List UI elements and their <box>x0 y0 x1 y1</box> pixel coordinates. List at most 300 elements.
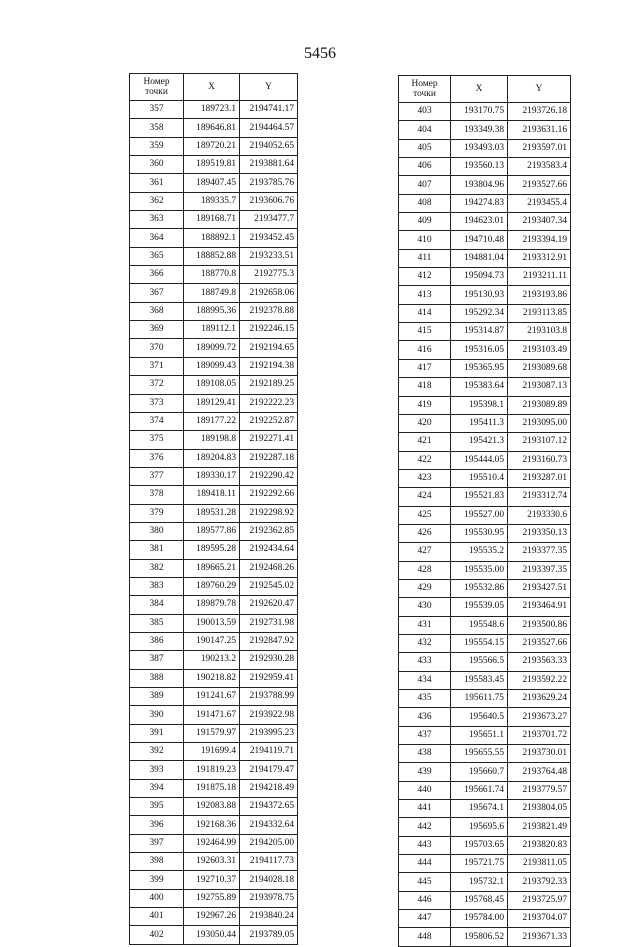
point-number-cell: 422 <box>399 451 451 469</box>
point-number-cell: 425 <box>399 506 451 524</box>
table-row <box>399 524 571 542</box>
x-cell: 191471.67 <box>184 706 240 724</box>
y-cell: 2193160.73 <box>508 451 571 469</box>
y-cell: 2193792.33 <box>508 873 571 891</box>
point-number-cell: 383 <box>130 577 184 595</box>
x-cell: 189330.17 <box>184 467 240 485</box>
point-number-cell: 432 <box>399 634 451 652</box>
y-cell: 2193113.85 <box>508 304 571 322</box>
x-cell: 195527.00 <box>451 506 508 524</box>
y-cell: 2193452.45 <box>240 229 298 247</box>
point-number-cell: 406 <box>399 158 451 176</box>
table-row <box>399 616 571 634</box>
x-cell: 189723.1 <box>184 101 240 119</box>
y-cell: 2193103.8 <box>508 323 571 341</box>
x-cell: 192967.26 <box>184 908 240 926</box>
x-cell: 195398.1 <box>451 396 508 414</box>
point-number-cell: 402 <box>130 926 184 944</box>
y-cell: 2192362.85 <box>240 522 298 540</box>
table-row <box>399 781 571 799</box>
point-number-cell: 388 <box>130 669 184 687</box>
table-row <box>130 632 298 650</box>
y-cell: 2192194.65 <box>240 339 298 357</box>
point-number-cell: 366 <box>130 266 184 284</box>
x-cell: 195655.55 <box>451 745 508 763</box>
x-cell: 195292.34 <box>451 304 508 322</box>
x-cell: 194710.48 <box>451 231 508 249</box>
table-row <box>399 139 571 157</box>
point-number-cell: 357 <box>130 101 184 119</box>
page-number: 5456 <box>304 45 336 62</box>
table-row <box>399 910 571 928</box>
x-cell: 195806.52 <box>451 928 508 946</box>
point-number-cell: 370 <box>130 339 184 357</box>
table-header-row <box>130 74 298 101</box>
y-cell: 2193725.97 <box>508 891 571 909</box>
y-cell: 2192434.64 <box>240 541 298 559</box>
point-number-cell: 379 <box>130 504 184 522</box>
point-number-cell: 374 <box>130 412 184 430</box>
y-cell: 2193804.05 <box>508 800 571 818</box>
table-row <box>399 304 571 322</box>
table-row <box>399 268 571 286</box>
x-cell: 195703.65 <box>451 836 508 854</box>
y-cell: 2192246.15 <box>240 321 298 339</box>
table-row <box>130 284 298 302</box>
y-cell: 2193103.49 <box>508 341 571 359</box>
x-cell: 189204.83 <box>184 449 240 467</box>
x-cell: 192464.99 <box>184 834 240 852</box>
y-cell: 2193592.22 <box>508 671 571 689</box>
x-cell: 195640.5 <box>451 708 508 726</box>
point-number-cell: 362 <box>130 192 184 210</box>
point-number-cell: 439 <box>399 763 451 781</box>
x-cell: 195444.05 <box>451 451 508 469</box>
point-number-cell: 412 <box>399 268 451 286</box>
point-number-cell: 405 <box>399 139 451 157</box>
y-cell: 2192468.26 <box>240 559 298 577</box>
table-row <box>399 818 571 836</box>
point-number-cell: 359 <box>130 137 184 155</box>
y-cell: 2193427.51 <box>508 579 571 597</box>
point-number-cell: 423 <box>399 469 451 487</box>
table-row <box>130 101 298 119</box>
y-cell: 2192658.06 <box>240 284 298 302</box>
x-cell: 189129.41 <box>184 394 240 412</box>
point-number-cell: 401 <box>130 908 184 926</box>
point-number-cell: 447 <box>399 910 451 928</box>
x-cell: 195768.45 <box>451 891 508 909</box>
point-number-cell: 430 <box>399 598 451 616</box>
y-cell: 2193193.86 <box>508 286 571 304</box>
point-number-cell: 377 <box>130 467 184 485</box>
y-cell: 2192287.18 <box>240 449 298 467</box>
table-row <box>399 286 571 304</box>
point-number-cell: 442 <box>399 818 451 836</box>
point-number-cell: 434 <box>399 671 451 689</box>
table-row <box>399 359 571 377</box>
table-row <box>399 891 571 909</box>
table-row <box>130 522 298 540</box>
x-cell: 195651.1 <box>451 726 508 744</box>
x-cell: 195383.64 <box>451 378 508 396</box>
y-cell: 2192271.41 <box>240 431 298 449</box>
x-cell: 195784.00 <box>451 910 508 928</box>
point-number-cell: 375 <box>130 431 184 449</box>
table-row <box>130 449 298 467</box>
y-cell: 2192930.28 <box>240 651 298 669</box>
point-number-cell: 403 <box>399 103 451 121</box>
point-number-cell: 367 <box>130 284 184 302</box>
point-number-cell: 427 <box>399 543 451 561</box>
y-cell: 2193095.00 <box>508 414 571 432</box>
x-cell: 191241.67 <box>184 688 240 706</box>
x-cell: 190013.59 <box>184 614 240 632</box>
point-number-cell: 429 <box>399 579 451 597</box>
table-row <box>130 743 298 761</box>
point-number-cell: 407 <box>399 176 451 194</box>
x-cell: 194274.83 <box>451 194 508 212</box>
y-cell: 2193673.27 <box>508 708 571 726</box>
y-cell: 2193922.98 <box>240 706 298 724</box>
table-row <box>130 174 298 192</box>
x-cell: 193050.44 <box>184 926 240 944</box>
table-row <box>399 506 571 524</box>
point-number-cell: 438 <box>399 745 451 763</box>
x-cell: 188892.1 <box>184 229 240 247</box>
point-number-cell: 389 <box>130 688 184 706</box>
x-cell: 194881.04 <box>451 249 508 267</box>
y-cell: 2192378.88 <box>240 302 298 320</box>
x-cell: 192603.31 <box>184 853 240 871</box>
point-number-cell: 424 <box>399 488 451 506</box>
y-cell: 2192959.41 <box>240 669 298 687</box>
y-cell: 2192731.98 <box>240 614 298 632</box>
x-cell: 195530.95 <box>451 524 508 542</box>
point-number-cell: 396 <box>130 816 184 834</box>
table-row <box>130 247 298 265</box>
point-number-cell: 364 <box>130 229 184 247</box>
point-number-cell: 391 <box>130 724 184 742</box>
x-cell: 188770.8 <box>184 266 240 284</box>
coordinates-table-left <box>129 73 298 945</box>
y-cell: 2193821.49 <box>508 818 571 836</box>
y-cell: 2193464.91 <box>508 598 571 616</box>
y-cell: 2193606.76 <box>240 192 298 210</box>
table-row <box>399 341 571 359</box>
table-row <box>130 908 298 926</box>
table-row <box>399 745 571 763</box>
table-row <box>399 176 571 194</box>
x-cell: 189531.28 <box>184 504 240 522</box>
table-row <box>399 231 571 249</box>
x-cell: 195535.00 <box>451 561 508 579</box>
table-row <box>130 357 298 375</box>
y-header: Y <box>508 76 571 103</box>
x-cell: 189519.81 <box>184 156 240 174</box>
table-row <box>130 853 298 871</box>
x-cell: 190218.82 <box>184 669 240 687</box>
point-number-cell: 400 <box>130 889 184 907</box>
x-cell: 195695.6 <box>451 818 508 836</box>
x-cell: 189335.7 <box>184 192 240 210</box>
point-number-cell: 436 <box>399 708 451 726</box>
x-cell: 189418.11 <box>184 486 240 504</box>
point-number-cell: 404 <box>399 121 451 139</box>
y-cell: 2193788.99 <box>240 688 298 706</box>
y-cell: 2193764.48 <box>508 763 571 781</box>
point-number-cell: 386 <box>130 632 184 650</box>
table-row <box>399 708 571 726</box>
y-cell: 2192775.3 <box>240 266 298 284</box>
table-row <box>130 119 298 137</box>
table-row <box>130 376 298 394</box>
point-number-cell: 365 <box>130 247 184 265</box>
y-cell: 2193312.74 <box>508 488 571 506</box>
x-cell: 195611.75 <box>451 690 508 708</box>
y-cell: 2193583.4 <box>508 158 571 176</box>
x-cell: 195094.73 <box>451 268 508 286</box>
x-cell: 195732.1 <box>451 873 508 891</box>
x-cell: 189760.29 <box>184 577 240 595</box>
x-cell: 191819.23 <box>184 761 240 779</box>
x-cell: 195583.45 <box>451 671 508 689</box>
table-row <box>399 396 571 414</box>
y-header: Y <box>240 74 298 101</box>
y-cell: 2193477.7 <box>240 211 298 229</box>
point-number-cell: 393 <box>130 761 184 779</box>
y-cell: 2194179.47 <box>240 761 298 779</box>
table-row <box>399 158 571 176</box>
x-cell: 188995.36 <box>184 302 240 320</box>
y-cell: 2193597.01 <box>508 139 571 157</box>
y-cell: 2194028.18 <box>240 871 298 889</box>
x-cell: 189099.43 <box>184 357 240 375</box>
table-row <box>399 836 571 854</box>
y-cell: 2193089.68 <box>508 359 571 377</box>
x-cell: 188852.88 <box>184 247 240 265</box>
point-number-cell: 448 <box>399 928 451 946</box>
x-cell: 193170.75 <box>451 103 508 121</box>
x-cell: 192755.89 <box>184 889 240 907</box>
x-cell: 195521.83 <box>451 488 508 506</box>
x-cell: 195721.75 <box>451 855 508 873</box>
x-cell: 195674.1 <box>451 800 508 818</box>
x-cell: 193493.03 <box>451 139 508 157</box>
y-cell: 2193211.11 <box>508 268 571 286</box>
x-cell: 193560.13 <box>451 158 508 176</box>
table-row <box>130 339 298 357</box>
table-row <box>130 302 298 320</box>
table-row <box>399 249 571 267</box>
x-cell: 195314.87 <box>451 323 508 341</box>
y-cell: 2193730.01 <box>508 745 571 763</box>
table-row <box>130 541 298 559</box>
y-cell: 2193995.23 <box>240 724 298 742</box>
table-row <box>399 800 571 818</box>
table-row <box>130 651 298 669</box>
point-number-cell: 419 <box>399 396 451 414</box>
table-row <box>130 431 298 449</box>
table-row <box>399 414 571 432</box>
point-number-cell: 418 <box>399 378 451 396</box>
y-cell: 2192545.02 <box>240 577 298 595</box>
table-row <box>399 561 571 579</box>
x-cell: 189595.28 <box>184 541 240 559</box>
point-number-cell: 443 <box>399 836 451 854</box>
x-cell: 195532.86 <box>451 579 508 597</box>
x-cell: 195660.7 <box>451 763 508 781</box>
point-number-cell: 445 <box>399 873 451 891</box>
table-header-row <box>399 76 571 103</box>
point-number-cell: 444 <box>399 855 451 873</box>
table-row <box>130 321 298 339</box>
x-cell: 192710.37 <box>184 871 240 889</box>
y-cell: 2193671.33 <box>508 928 571 946</box>
x-cell: 189168.71 <box>184 211 240 229</box>
table-row <box>130 266 298 284</box>
x-cell: 189879.78 <box>184 596 240 614</box>
point-number-cell: 398 <box>130 853 184 871</box>
x-cell: 195411.3 <box>451 414 508 432</box>
y-cell: 2192847.92 <box>240 632 298 650</box>
point-number-cell: 378 <box>130 486 184 504</box>
table-row <box>130 669 298 687</box>
point-number-cell: 368 <box>130 302 184 320</box>
point-number-cell: 390 <box>130 706 184 724</box>
table-row <box>130 614 298 632</box>
point-number-cell: 435 <box>399 690 451 708</box>
point-number-cell: 381 <box>130 541 184 559</box>
table-row <box>130 412 298 430</box>
table-row <box>130 137 298 155</box>
point-number-cell: 410 <box>399 231 451 249</box>
table-row <box>399 690 571 708</box>
point-number-cell: 361 <box>130 174 184 192</box>
x-cell: 195421.3 <box>451 433 508 451</box>
point-number-cell: 358 <box>130 119 184 137</box>
point-number-cell: 409 <box>399 213 451 231</box>
table-row <box>130 688 298 706</box>
x-cell: 189577.86 <box>184 522 240 540</box>
table-row <box>399 598 571 616</box>
y-cell: 2194372.65 <box>240 798 298 816</box>
point-number-header: Номер точки <box>130 74 184 101</box>
table-row <box>130 504 298 522</box>
table-row <box>130 577 298 595</box>
y-cell: 2193233.51 <box>240 247 298 265</box>
y-cell: 2193840.24 <box>240 908 298 926</box>
point-number-cell: 416 <box>399 341 451 359</box>
x-cell: 193349.38 <box>451 121 508 139</box>
y-cell: 2192189.25 <box>240 376 298 394</box>
x-cell: 189407.45 <box>184 174 240 192</box>
table-row <box>130 706 298 724</box>
x-cell: 190213.2 <box>184 651 240 669</box>
y-cell: 2193397.35 <box>508 561 571 579</box>
table-row <box>399 855 571 873</box>
x-cell: 192168.36 <box>184 816 240 834</box>
x-cell: 189177.22 <box>184 412 240 430</box>
table-row <box>399 579 571 597</box>
x-cell: 191699.4 <box>184 743 240 761</box>
point-number-cell: 440 <box>399 781 451 799</box>
x-cell: 189646.81 <box>184 119 240 137</box>
point-number-cell: 428 <box>399 561 451 579</box>
y-cell: 2194117.73 <box>240 853 298 871</box>
table-row <box>130 816 298 834</box>
point-number-cell: 441 <box>399 800 451 818</box>
x-cell: 195316.05 <box>451 341 508 359</box>
y-cell: 2193287.01 <box>508 469 571 487</box>
point-number-cell: 387 <box>130 651 184 669</box>
point-number-cell: 431 <box>399 616 451 634</box>
point-number-cell: 397 <box>130 834 184 852</box>
point-number-cell: 373 <box>130 394 184 412</box>
y-cell: 2193350.13 <box>508 524 571 542</box>
x-cell: 192083.88 <box>184 798 240 816</box>
x-cell: 189198.8 <box>184 431 240 449</box>
point-number-cell: 384 <box>130 596 184 614</box>
x-cell: 195535.2 <box>451 543 508 561</box>
table-row <box>130 156 298 174</box>
y-cell: 2194464.57 <box>240 119 298 137</box>
table-row <box>399 469 571 487</box>
x-cell: 195548.6 <box>451 616 508 634</box>
point-number-cell: 395 <box>130 798 184 816</box>
table-row <box>130 779 298 797</box>
y-cell: 2193811.05 <box>508 855 571 873</box>
x-cell: 195130.93 <box>451 286 508 304</box>
x-cell: 189665.21 <box>184 559 240 577</box>
point-number-cell: 408 <box>399 194 451 212</box>
y-cell: 2193312.91 <box>508 249 571 267</box>
table-row <box>399 726 571 744</box>
table-row <box>130 467 298 485</box>
x-cell: 189099.72 <box>184 339 240 357</box>
point-number-cell: 380 <box>130 522 184 540</box>
table-row <box>130 486 298 504</box>
x-cell: 191875.18 <box>184 779 240 797</box>
point-number-cell: 392 <box>130 743 184 761</box>
y-cell: 2193455.4 <box>508 194 571 212</box>
table-row <box>399 763 571 781</box>
table-row <box>130 559 298 577</box>
point-number-cell: 420 <box>399 414 451 432</box>
point-number-header: Номер точки <box>399 76 451 103</box>
x-cell: 189112.1 <box>184 321 240 339</box>
point-number-cell: 426 <box>399 524 451 542</box>
y-cell: 2192620.47 <box>240 596 298 614</box>
table-row <box>130 596 298 614</box>
table-row <box>399 928 571 946</box>
y-cell: 2193377.35 <box>508 543 571 561</box>
table-row <box>130 871 298 889</box>
y-cell: 2193726.18 <box>508 103 571 121</box>
table-row <box>399 323 571 341</box>
x-cell: 188749.8 <box>184 284 240 302</box>
table-row <box>399 103 571 121</box>
y-cell: 2192252.87 <box>240 412 298 430</box>
table-row <box>130 229 298 247</box>
x-cell: 193804.96 <box>451 176 508 194</box>
y-cell: 2193407.34 <box>508 213 571 231</box>
y-cell: 2194332.64 <box>240 816 298 834</box>
y-cell: 2193330.6 <box>508 506 571 524</box>
point-number-cell: 437 <box>399 726 451 744</box>
y-cell: 2193527.66 <box>508 176 571 194</box>
point-number-cell: 385 <box>130 614 184 632</box>
